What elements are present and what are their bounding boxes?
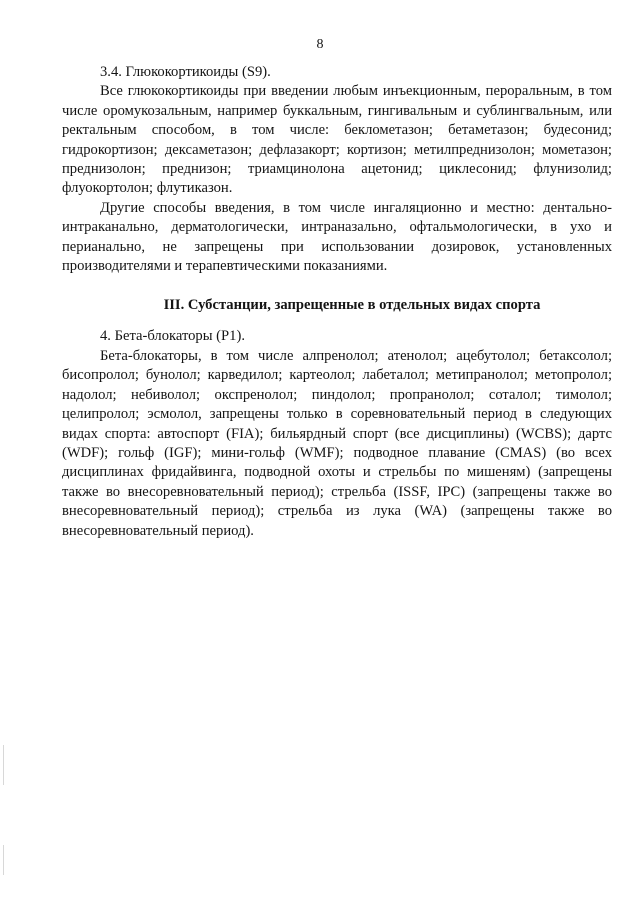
p1-heading: 4. Бета-блокаторы (P1). [100,328,245,345]
scan-edge-mark [3,845,4,875]
s9-paragraph-prohibited-routes: Все глюкокортикоиды при введении любым инъекционным, пероральным, в том числе оромукозальным, например буккальным, гингивальным и сублингвальным, или ректальным способом, в том числе: беклометазон; бетаметазон; будесонид; гидрокортизон; дексаметазон; дефлазакорт; кортизон; метилпреднизолон; мометазон; преднизолон; преднизон; триамцинолона ацетонид; циклесонид; флунизолид; флуокортолон; флутиказон. [62,83,612,197]
section-iii-title: III. Субстанции, запрещенные в отдельных видах спорта [163,297,541,314]
p1-paragraph-beta-blockers: Бета-блокаторы, в том числе алпренолол; атенолол; ацебутолол; бетаксолол; бисопролол; бунолол; карведилол; картеолол; лабеталол; метипранолол; метопролол; надолол; небиволол; окспренолол; пиндолол; пропранолол; соталол; тимолол; целипролол; эсмолол, запрещены только в соревновательный период в следующих видах спорта: автоспорт (FIA); бильярдный спорт (все дисциплины) (WCBS); дартс (WDF); гольф (IGF); мини-гольф (WMF); подводное плавание (CMAS) (во всех дисциплинах фридайвинга, подводной охоты и стрельбы по мишеням) (запрещены также во внесоревновательный период); стрельба (ISSF, IPC) (запрещены также во внесоревновательный период); стрельба из лука (WA) (запрещены также во внесоревновательный период). [62,347,612,539]
s9-paragraph-other-routes: Другие способы введения, в том числе ингаляционно и местно: дентально-интраканально, дерматологически, интраназально, офтальмологически, в ухо и перианально, не запрещены при использовании дозировок, установленных производителями и терапевтическими показаниями. [62,199,612,275]
page-number: 8 [316,37,324,52]
s9-heading: 3.4. Глюкокортикоиды (S9). [100,64,271,80]
document-body [62,63,612,541]
scan-edge-mark [3,745,4,785]
